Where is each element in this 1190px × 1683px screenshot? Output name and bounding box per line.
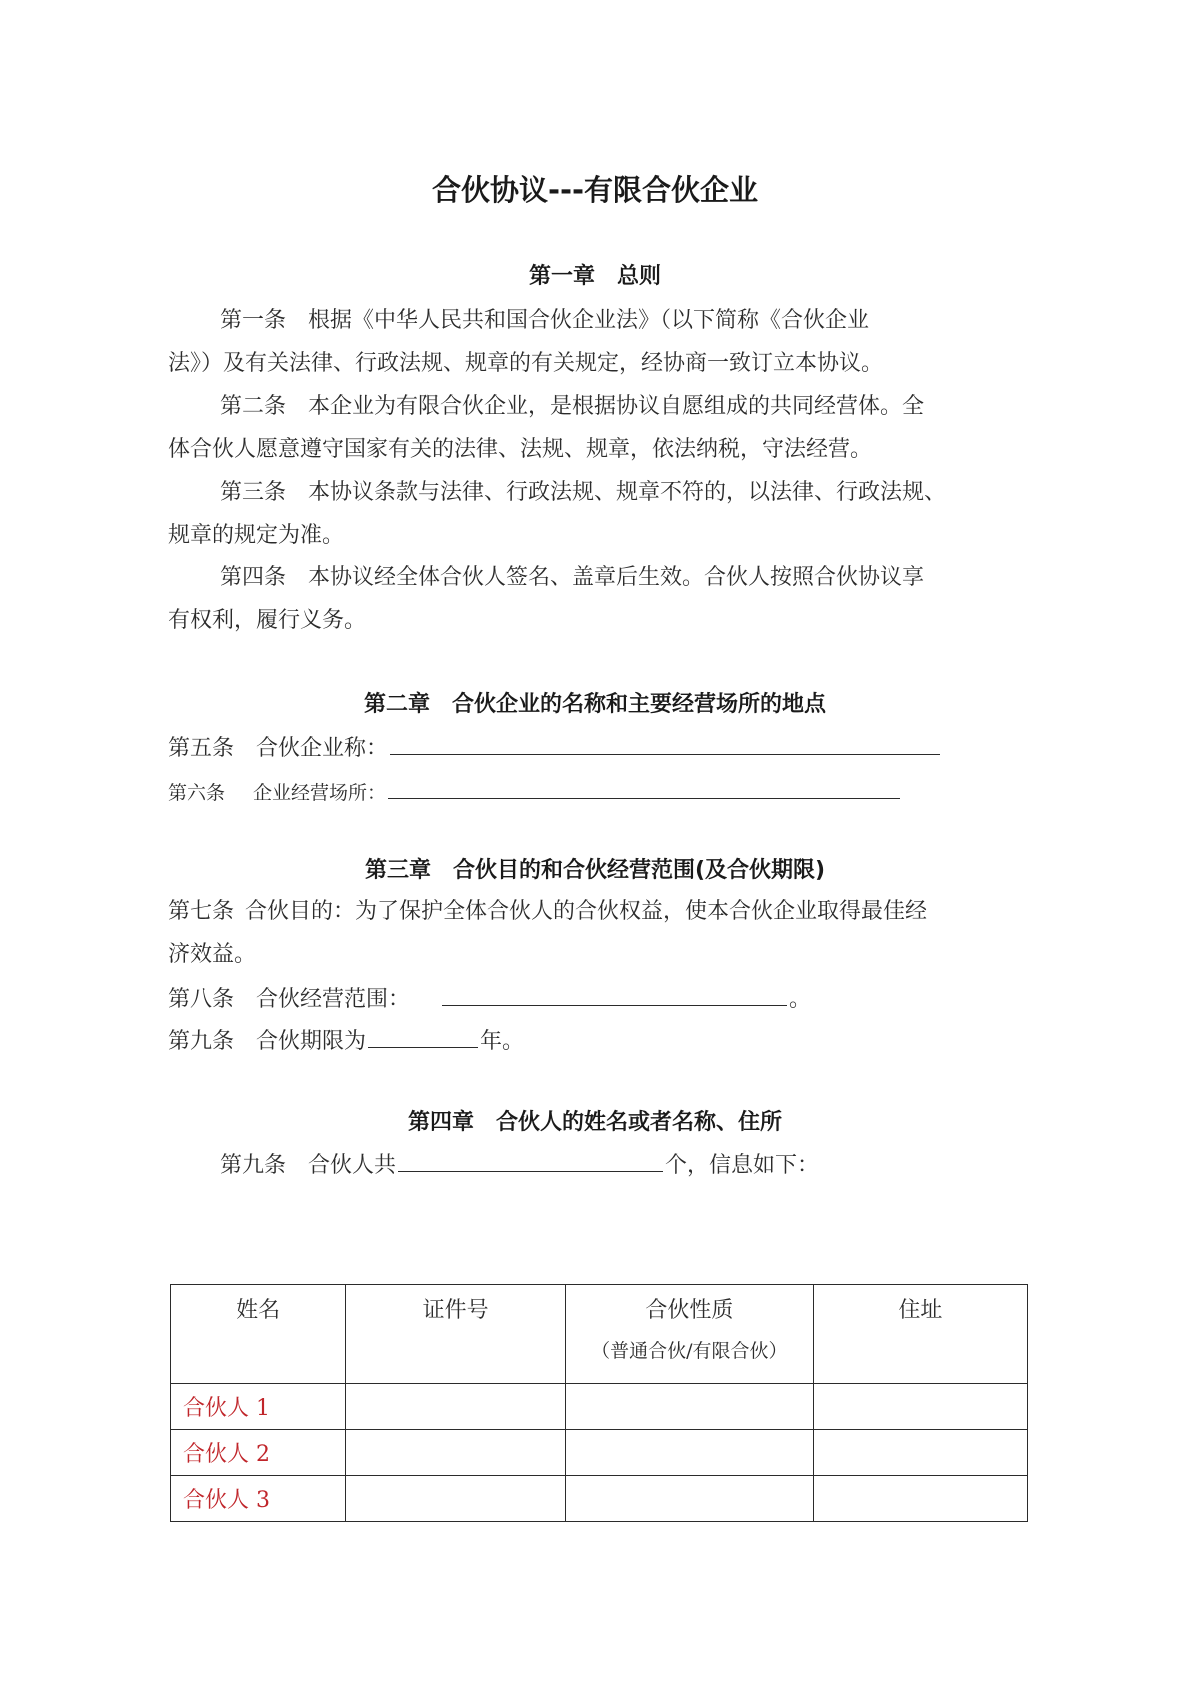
article-text: 本协议条款与法律、行政法规、规章不符的，以法律、行政法规、 <box>308 480 947 505</box>
article-text: 合伙经营范围： <box>256 987 411 1012</box>
partnership-type-cell[interactable] <box>565 1384 813 1430</box>
article-2-line-2: 体合伙人愿意遵守国家有关的法律、法规、规章，依法纳税，守法经营。 <box>168 437 873 462</box>
partnership-type-cell[interactable] <box>565 1430 813 1476</box>
article-label: 第四条 <box>220 565 287 590</box>
chapter-2-heading: 第二章 合伙企业的名称和主要经营场所的地点 <box>363 692 826 717</box>
article-label: 第二条 <box>220 394 287 419</box>
partner-count-field[interactable] <box>398 1149 663 1172</box>
business-location-field[interactable] <box>388 776 900 799</box>
header-address: 住址 <box>813 1285 1027 1384</box>
id-number-cell[interactable] <box>346 1430 566 1476</box>
partnership-term-field[interactable] <box>368 1025 478 1048</box>
partner-name-cell: 合伙人 3 <box>171 1476 346 1522</box>
article-9 <box>168 1025 524 1057</box>
article-4-line-2: 有权利，履行义务。 <box>168 608 367 633</box>
article-7-line-2: 济效益。 <box>168 942 257 967</box>
table-row <box>171 1430 1028 1476</box>
partner-name-cell: 合伙人 1 <box>171 1384 346 1430</box>
table-row <box>171 1384 1028 1430</box>
article-text: 合伙期限为 <box>256 1029 367 1054</box>
document-title: 合伙协议---有限合伙企业 <box>431 173 759 207</box>
table-row <box>171 1476 1028 1522</box>
article-2-line-1 <box>220 392 924 422</box>
header-partnership-type: 合伙性质 （普通合伙/有限合伙） <box>565 1285 813 1384</box>
article-label: 第七条 <box>168 899 235 924</box>
business-scope-field[interactable] <box>442 983 787 1006</box>
partnership-type-cell[interactable] <box>565 1476 813 1522</box>
id-number-cell[interactable] <box>346 1476 566 1522</box>
article-label: 第三条 <box>220 480 287 505</box>
article-6 <box>168 776 902 808</box>
id-number-cell[interactable] <box>346 1384 566 1430</box>
article-1-line-1 <box>220 306 869 336</box>
article-text: 合伙目的：为了保护全体合伙人的合伙权益，使本合伙企业取得最佳经 <box>245 899 928 924</box>
article-end: 。 <box>789 987 812 1012</box>
header-partnership-type-sub: （普通合伙/有限合伙） <box>591 1340 788 1362</box>
article-label: 第九条 <box>168 1029 235 1054</box>
article-3-line-1 <box>220 478 946 508</box>
chapter-4-heading: 第四章 合伙人的姓名或者名称、住所 <box>407 1110 782 1135</box>
article-end: 年。 <box>480 1029 525 1054</box>
partner-name-cell: 合伙人 2 <box>171 1430 346 1476</box>
article-text: 合伙人共 <box>308 1153 397 1178</box>
address-cell[interactable] <box>813 1384 1027 1430</box>
chapter-3-heading: 第三章 合伙目的和合伙经营范围(及合伙期限) <box>364 858 826 883</box>
article-end: 个，信息如下： <box>665 1153 820 1178</box>
header-id-number: 证件号 <box>346 1285 566 1384</box>
article-text: 本企业为有限合伙企业，是根据协议自愿组成的共同经营体。全 <box>308 394 925 419</box>
article-text: 根据《中华人民共和国合伙企业法》（以下简称《合伙企业 <box>308 308 870 333</box>
article-text: 企业经营场所： <box>253 782 387 804</box>
article-label: 第六条 <box>168 782 226 804</box>
partnership-name-field[interactable] <box>390 732 940 755</box>
article-label: 第五条 <box>168 736 235 761</box>
header-name: 姓名 <box>171 1285 346 1384</box>
article-label: 第八条 <box>168 987 235 1012</box>
article-1-line-2: 法》）及有关法律、行政法规、规章的有关规定，经协商一致订立本协议。 <box>168 351 884 376</box>
article-label: 第一条 <box>220 308 287 333</box>
article-text: 本协议经全体合伙人签名、盖章后生效。合伙人按照合伙协议享 <box>308 565 925 590</box>
address-cell[interactable] <box>813 1476 1027 1522</box>
table-header-row <box>171 1285 1028 1384</box>
chapter-1-heading: 第一章 总则 <box>528 264 661 289</box>
article-5 <box>168 732 942 764</box>
article-label: 第九条 <box>220 1153 287 1178</box>
article-3-line-2: 规章的规定为准。 <box>168 523 345 548</box>
article-text: 合伙企业称： <box>256 736 389 761</box>
article-8 <box>168 983 811 1015</box>
article-9-partners <box>220 1149 819 1181</box>
address-cell[interactable] <box>813 1430 1027 1476</box>
article-7-line-1 <box>168 897 927 927</box>
article-4-line-1 <box>220 563 924 593</box>
partners-table <box>170 1284 1028 1522</box>
